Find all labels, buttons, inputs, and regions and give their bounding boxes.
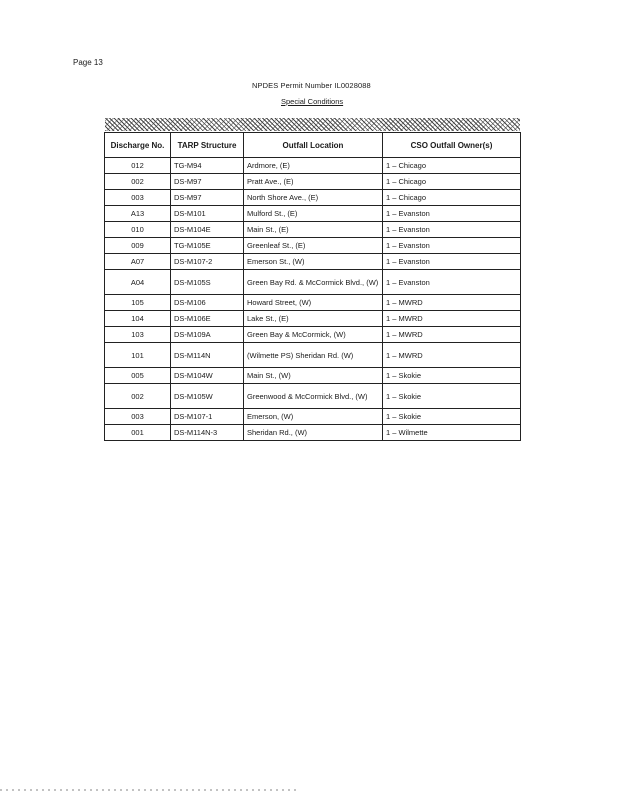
special-conditions-heading: Special Conditions [281, 97, 344, 106]
table-row [105, 409, 521, 425]
discharge-cell: A04 [105, 270, 171, 295]
tarp-cell: DS-M104E [171, 222, 244, 238]
discharge-cell: 001 [105, 425, 171, 441]
tarp-cell: DS-M109A [171, 327, 244, 343]
table-row [105, 368, 521, 384]
page-number: Page 13 [73, 58, 103, 67]
table-row [105, 158, 521, 174]
location-cell: Lake St., (E) [244, 311, 383, 327]
tarp-cell: DS-M114N [171, 343, 244, 368]
permit-number: NPDES Permit Number IL0028088 [252, 81, 371, 90]
tarp-cell: DS-M106E [171, 311, 244, 327]
cso-outfall-table [104, 132, 521, 441]
tarp-cell: DS-M107-1 [171, 409, 244, 425]
location-cell: Emerson, (W) [244, 409, 383, 425]
discharge-cell: 002 [105, 384, 171, 409]
location-cell: Green Bay Rd. & McCormick Blvd., (W) [244, 270, 383, 295]
owner-cell: 1 – Chicago [383, 158, 521, 174]
discharge-cell: A13 [105, 206, 171, 222]
table-row [105, 311, 521, 327]
scan-noise-line [0, 789, 300, 791]
discharge-cell: 005 [105, 368, 171, 384]
header-outfall-location: Outfall Location [244, 133, 383, 158]
owner-cell: 1 – Skokie [383, 409, 521, 425]
discharge-cell: 002 [105, 174, 171, 190]
location-cell: Mulford St., (E) [244, 206, 383, 222]
location-cell: Sheridan Rd., (W) [244, 425, 383, 441]
table-row [105, 206, 521, 222]
location-cell: Greenleaf St., (E) [244, 238, 383, 254]
discharge-cell: 012 [105, 158, 171, 174]
owner-cell: 1 – Wilmette [383, 425, 521, 441]
tarp-cell: DS-M97 [171, 174, 244, 190]
header-tarp-structure: TARP Structure [171, 133, 244, 158]
owner-cell: 1 – MWRD [383, 311, 521, 327]
location-cell: Greenwood & McCormick Blvd., (W) [244, 384, 383, 409]
location-cell: Ardmore, (E) [244, 158, 383, 174]
location-cell: Emerson St., (W) [244, 254, 383, 270]
discharge-cell: 103 [105, 327, 171, 343]
table-row [105, 384, 521, 409]
tarp-cell: DS-M105W [171, 384, 244, 409]
owner-cell: 1 – MWRD [383, 343, 521, 368]
owner-cell: 1 – MWRD [383, 327, 521, 343]
table-row [105, 190, 521, 206]
owner-cell: 1 – Chicago [383, 190, 521, 206]
location-cell: Howard Street, (W) [244, 295, 383, 311]
tarp-cell: DS-M107-2 [171, 254, 244, 270]
header-discharge-no: Discharge No. [105, 133, 171, 158]
discharge-cell: 105 [105, 295, 171, 311]
discharge-cell: 104 [105, 311, 171, 327]
owner-cell: 1 – Evanston [383, 254, 521, 270]
table-row [105, 238, 521, 254]
location-cell: Main St., (E) [244, 222, 383, 238]
discharge-cell: 009 [105, 238, 171, 254]
owner-cell: 1 – Evanston [383, 270, 521, 295]
table-row [105, 270, 521, 295]
discharge-cell: 003 [105, 409, 171, 425]
location-cell: Pratt Ave., (E) [244, 174, 383, 190]
owner-cell: 1 – Evanston [383, 238, 521, 254]
owner-cell: 1 – Chicago [383, 174, 521, 190]
owner-cell: 1 – Evanston [383, 206, 521, 222]
tarp-cell: TG-M105E [171, 238, 244, 254]
table-row [105, 254, 521, 270]
tarp-cell: DS-M97 [171, 190, 244, 206]
owner-cell: 1 – Skokie [383, 384, 521, 409]
table-row [105, 222, 521, 238]
location-cell: Green Bay & McCormick, (W) [244, 327, 383, 343]
table-row [105, 327, 521, 343]
tarp-cell: DS-M104W [171, 368, 244, 384]
discharge-cell: 101 [105, 343, 171, 368]
table-header-row [105, 133, 521, 158]
redacted-hatched-bar [105, 118, 520, 131]
location-cell: North Shore Ave., (E) [244, 190, 383, 206]
header-cso-owner: CSO Outfall Owner(s) [383, 133, 521, 158]
tarp-cell: DS-M106 [171, 295, 244, 311]
discharge-cell: 003 [105, 190, 171, 206]
discharge-cell: 010 [105, 222, 171, 238]
tarp-cell: DS-M101 [171, 206, 244, 222]
table-row [105, 295, 521, 311]
owner-cell: 1 – MWRD [383, 295, 521, 311]
discharge-cell: A07 [105, 254, 171, 270]
table-row [105, 343, 521, 368]
owner-cell: 1 – Evanston [383, 222, 521, 238]
owner-cell: 1 – Skokie [383, 368, 521, 384]
location-cell: (Wilmette PS) Sheridan Rd. (W) [244, 343, 383, 368]
tarp-cell: DS-M105S [171, 270, 244, 295]
table-row [105, 174, 521, 190]
table-row [105, 425, 521, 441]
tarp-cell: DS-M114N-3 [171, 425, 244, 441]
location-cell: Main St., (W) [244, 368, 383, 384]
tarp-cell: TG-M94 [171, 158, 244, 174]
